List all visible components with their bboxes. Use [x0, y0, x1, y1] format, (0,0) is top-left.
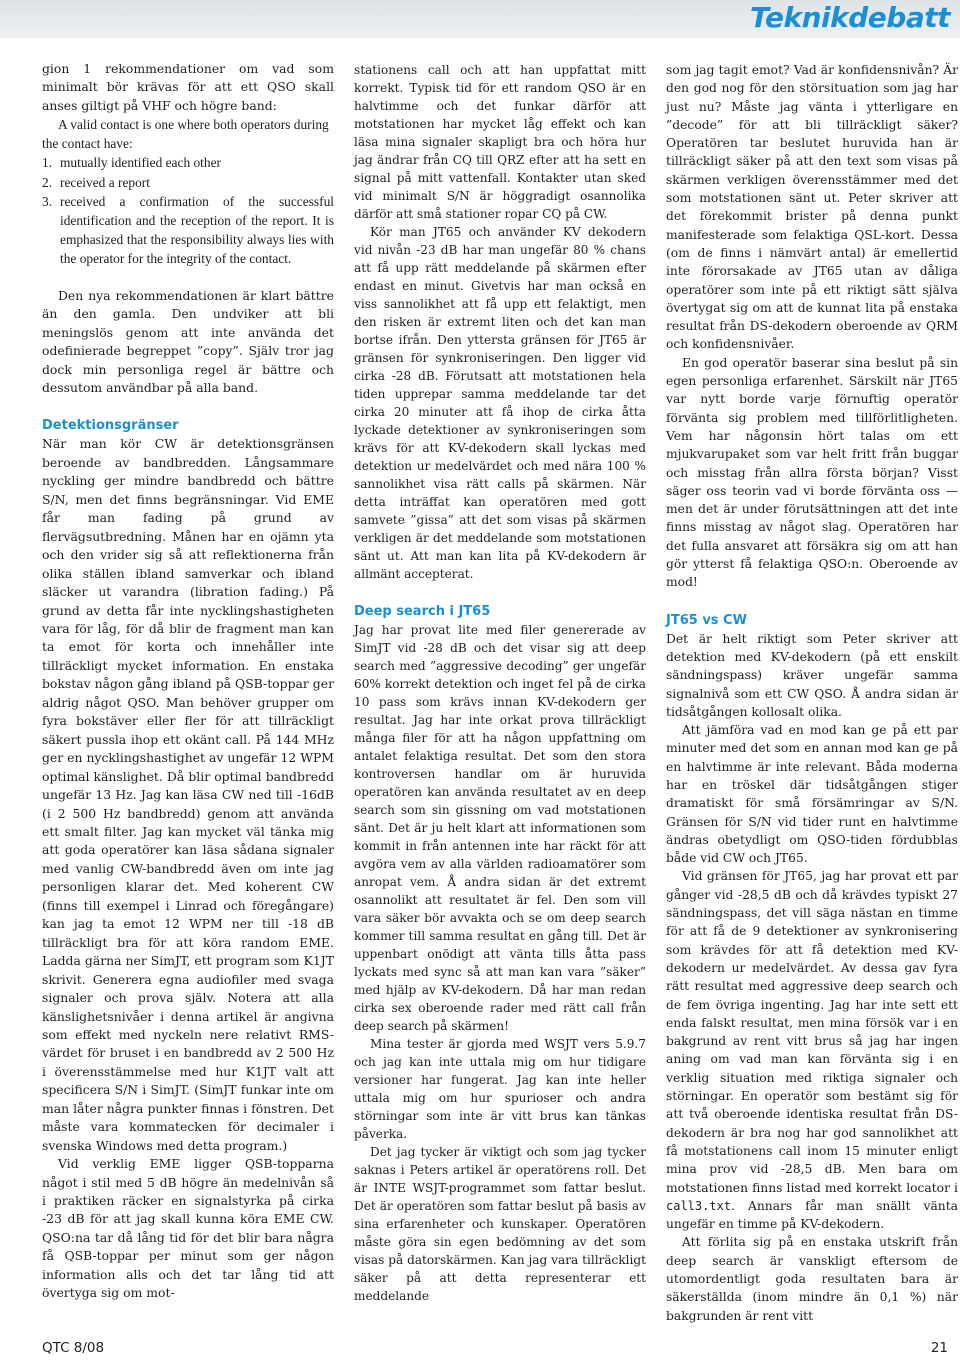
paragraph: Vid verklig EME ligger QSB-topparna något i stil med 5 dB högre än medelnivån så i praktiken räcker en signalstyrka på cirka -23 dB för att jag skall kunna köra EME CW. QSO:na tar då lång tid för det blir bara några få QSB-toppar per minut som ger någon information alls och det tar lång tid att övertyga sig om mot- — [42, 1156, 334, 1301]
subheading-deep-search: Deep search i JT65 — [354, 604, 491, 619]
subheading-detektionsgranser: Detektionsgränser — [42, 418, 179, 434]
column-1 — [42, 60, 334, 1303]
list-item: 2. received a report — [42, 174, 150, 190]
paragraph: En god operatör baserar sina beslut på sin egen personliga erfarenhet. Särskilt när JT65 var nytt borde varje förnuftig operatör förvänta sig problem med tillförlitligheten. Vem har någonsin hört talas om ett mjukvarupaket som var helt fritt från buggar och misstag från allra första början? Visst säger oss teorin vad vi borde förvänta oss — men det är under förutsättningen att det inte finns misstag av något slag. Operatören har det fulla ansvaret att försäkra sig om att han gör ytterst få felaktiga QSO:n. Oberoende av mod! — [666, 355, 958, 590]
definition-intro: A valid contact is one where both operators during the contact have: — [42, 117, 329, 152]
paragraph: Jag har provat lite med filer genererade av SimJT vid -28 dB och det visar sig att deep search med ”aggressive decoding” ger ungefär 60% korrekt detektion och inget fel på de cirka 10 pass som krävs innan KV-dekodern ger resultat. Jag har inte orkat prova tillräckligt många filer för att ha någon uppfattning om antalet felaktiga resultat. Det som den stora kontroversen handlar om är huruvida operatören kan använda resultatet av en deep search som sin gissning om vad motstationen sänt. Det är ju helt klart att informationen som kommit in från antennen inte har räckt för att avgöra vem av alla världen radioamatörer som anropat vem. Å andra sidan är det extremt osannolikt att resultatet är fel. Den som vill vara säker bör avvakta och se om deep search kommer till samma resultat en gång till. Det är uppenbart onödigt att vänta tills åtta pass lyckats med sync så att man kan vara ”säker” med hjälp av KV-dekodern. Då har man redan cirka sex oberoende rader med rätt call från deep search på skärmen! — [354, 623, 646, 1033]
list-item: 1. mutually identified each other — [42, 155, 222, 171]
paragraph: När man kör CW är detektionsgränsen beroende av bandbredden. Långsammare nyckling ger mindre bandbredd och bättre S/N, men det finns begränsningar. Vid EME får man fading på grund av flervägsutbredning. Månen har en ojämn yta och den vrider sig så att reflektionerna från olika ställen ibland samverkar och ibland släcker ut varandra (libration fading.) På grund av detta får inte nycklingshastigheten vara för låg, för då blir de fragment man kan ta emot för korta och innehåller inte tillräckligt mycket information. En enstaka bokstav någon gång ibland på QSB-toppar ger aldrig något QSO. Man behöver grupper om fyra bokstäver eller fler för att tillräckligt säkert pussla ihop ett okänt call. På 144 MHz ger en nycklingshastighet av ungefär 12 WPM optimal känslighet. Då blir optimal bandbredd ungefär 13 Hz. Jag kan läsa CW ned till -16dB (i 2 500 Hz bandbredd) genom att använda ett smalt filter. Jag kan mycket väl tänka mig att goda operatörer kan läsa sådana signaler med vanlig CW-bandbredd även om inte jag personligen klarar det. Med koherent CW (finns till exempel i Linrad och föregångare) kan jag ta emot 12 WPM ner till -18 dB tillräckligt bra för att köra random EME. Ladda gärna ner SimJT, ett program som K1JT skrivit. Generera egna audiofiler med svaga signaler och prova själv. Notera att alla känslighetsnivåer i denna artikel är angivna som effekt med nyckeln nere relativt RMS-värdet för bruset i en bandbredd av 2 500 Hz i överensstämmelse med hur K1JT valt att specificera S/N i SimJT. (SimJT funkar inte om man låter några punkter finnas i fönstren. Det måste vara kommatecken för decimaler i svenska Windows med detta program.) — [42, 436, 334, 1153]
paragraph: Att förlita sig på en enstaka utskrift från deep search är vanskligt eftersom de utomordentligt goda resultaten bara är säkerställda (inom mindre än 0,1 %) när bakgrunden är rent vitt — [666, 1235, 958, 1323]
filename: call3.txt — [666, 1198, 732, 1213]
paragraph: stationens call och att han uppfattat mitt korrekt. Typisk tid för ett random QSO är en halvtimme och det funkar därför att motstationen har mycket låg effekt och kan läsa mina signaler skapligt bra och höra hur jag ändrar från CQ till QRZ efter att ha sett en signal på mitt vattenfall. Kontakter utan sked vid minimalt S/N är höggradigt osannolika därför att små stationer ropar CQ på CW. — [354, 63, 646, 221]
column-2 — [354, 61, 646, 1305]
page-number: 21 — [930, 1340, 948, 1356]
subheading-jt65-vs-cw: JT65 vs CW — [666, 612, 747, 628]
paragraph: Det är helt riktigt som Peter skriver att detektion med KV-dekodern (på ett enskilt sändningspass) kräver ungefär samma signalnivå som ett CW QSO. Å andra sidan är tidsåtgången kollosalt olika. — [666, 631, 958, 719]
definition-list — [42, 153, 334, 267]
section-title: Teknikdebatt — [750, 1, 950, 34]
paragraph: Vid gränsen för JT65, jag har provat ett par gånger vid -28,5 dB och då krävdes typiskt 27 sändningspass, det vill säga nästan en timme för att få de 9 detektioner av synkronisering som krävdes för att få detektion med KV-dekodern ur medelvärdet. Av dessa gav fyra rätt resultat med aggressive deep search och de fem övriga ingenting. Jag har inte sett ett enda falskt resultat, men mina försök var i en bakgrund av rent vitt brus så jag har ingen aning om vad man kan förvänta sig i en verklig situation med riktiga signaler och störningar. En operatör som bestämt sig för att två oberoende identiska resultat från DS-dekodern är bra nog har god sannolikhet att få motstationens call inom 15 minuter enligt mina prov vid -28,5 dB. Men bara om motstationen finns listad med korrekt locator i call3.txt. Annars får man snällt vänta ungefär en timme på KV-dekodern. — [666, 869, 958, 1232]
paragraph: Kör man JT65 och använder KV dekodern vid nivån -23 dB har man ungefär 80 % chans att få upp rätt meddelande på skärmen efter endast en minut. Givetvis har man också en viss sannolikhet att få upp ett felaktigt, men den risken är extremt liten och det kan man bortse ifrån. Den yttersta gränsen för JT65 är gränsen för synkroniseringen. Den ligger vid cirka -28 dB. Förutsatt att motstationen hela tiden upprepar samma meddelande tar det cirka 20 minuter att få ihop de cirka åtta lyckade detektioner av synkroniseringen som krävs för att KV-dekodern skall lyckas med detektion ur medelvärdet och med nära 100 % sannolikhet visa rätt calls på skärmen. När detta inträffat kan operatören med gott samvete ”gissa” att det som visas på skärmen verkligen är det meddelande som motstationen sänt ut. Att man kan lita på KV-dekodern är allmänt accepterat. — [354, 225, 646, 581]
paragraph: Att jämföra vad en mod kan ge på ett par minuter med det som en annan mod kan ge på en halvtimme är inte relevant. Båda moderna har en tröskel där tidsåtgången stiger dramatiskt för små försämringar av S/N. Gränsen för S/N vid tider runt en halvtimme ändras obetydligt om QSO-tiden fördubblas både vid CW och JT65. — [666, 723, 958, 866]
paragraph: Den nya rekommendationen är klart bättre än den gamla. Den undviker att bli meningslös genom att inte använda det odefinierade begreppet ”copy”. Själv tror jag dock min personliga regel är bättre och dessutom användbar på alla band. — [42, 287, 334, 395]
paragraph: som jag tagit emot? Vad är konfidensnivån? Är den god nog för den störsituation som jag har just nu? Måste jag vänta i ytterligare en ”decode” för att bli tillräckligt säker? Operatören tar beslutet huruvida han är tillräckligt säker på att den text som visas på skärmen verkligen överensstämmer med det som motstationen sänt ut. Peter skriver att det förekommit brister på denna punkt manifesterade som felaktiga QSL-kort. Dessa (om de finns i nämvärt antal) är emellertid inte förorsakade av JT65 utan av dåliga operatörer som inte på ett riktigt sätt själva övertygat sig om att de kunnat lita på enstaka resultat från DS-dekodern oberoende av QRM och konfidensnivåer. — [666, 63, 958, 352]
quoted-definition — [42, 115, 334, 267]
footer-issue: QTC 8/08 — [42, 1340, 105, 1356]
paragraph: Mina tester är gjorda med WSJT vers 5.9.7 och jag kan inte uttala mig om hur tidigare versioner har fungerat. Jag kan inte heller uttala mig om hur spurioser och andra störningar som inte är vitt brus kan tänkas påverka. — [354, 1037, 646, 1141]
list-item: 3. received a confirmation of the successful identification and the reception of the report. It is emphasized that the responsibility always lies with the operator for the integrity of the contact. — [42, 193, 334, 266]
paragraph: Det jag tycker är viktigt och som jag tycker saknas i Peters artikel är operatörens roll. Det är INTE WSJT-programmet som fattar beslut. Det är operatören som fattar beslut på basis av sina erfarenheter och kunskaper. Operatören måste göra sin egen bedömning av det som visas på datorskärmen. Kan jag vara tillräckligt säker på att detta representerar ett meddelande — [354, 1145, 646, 1303]
paragraph: gion 1 rekommendationer om vad som minimalt bör krävas för att ett QSO skall anses giltigt på VHF och högre band: — [42, 61, 334, 113]
column-3 — [666, 61, 958, 1325]
